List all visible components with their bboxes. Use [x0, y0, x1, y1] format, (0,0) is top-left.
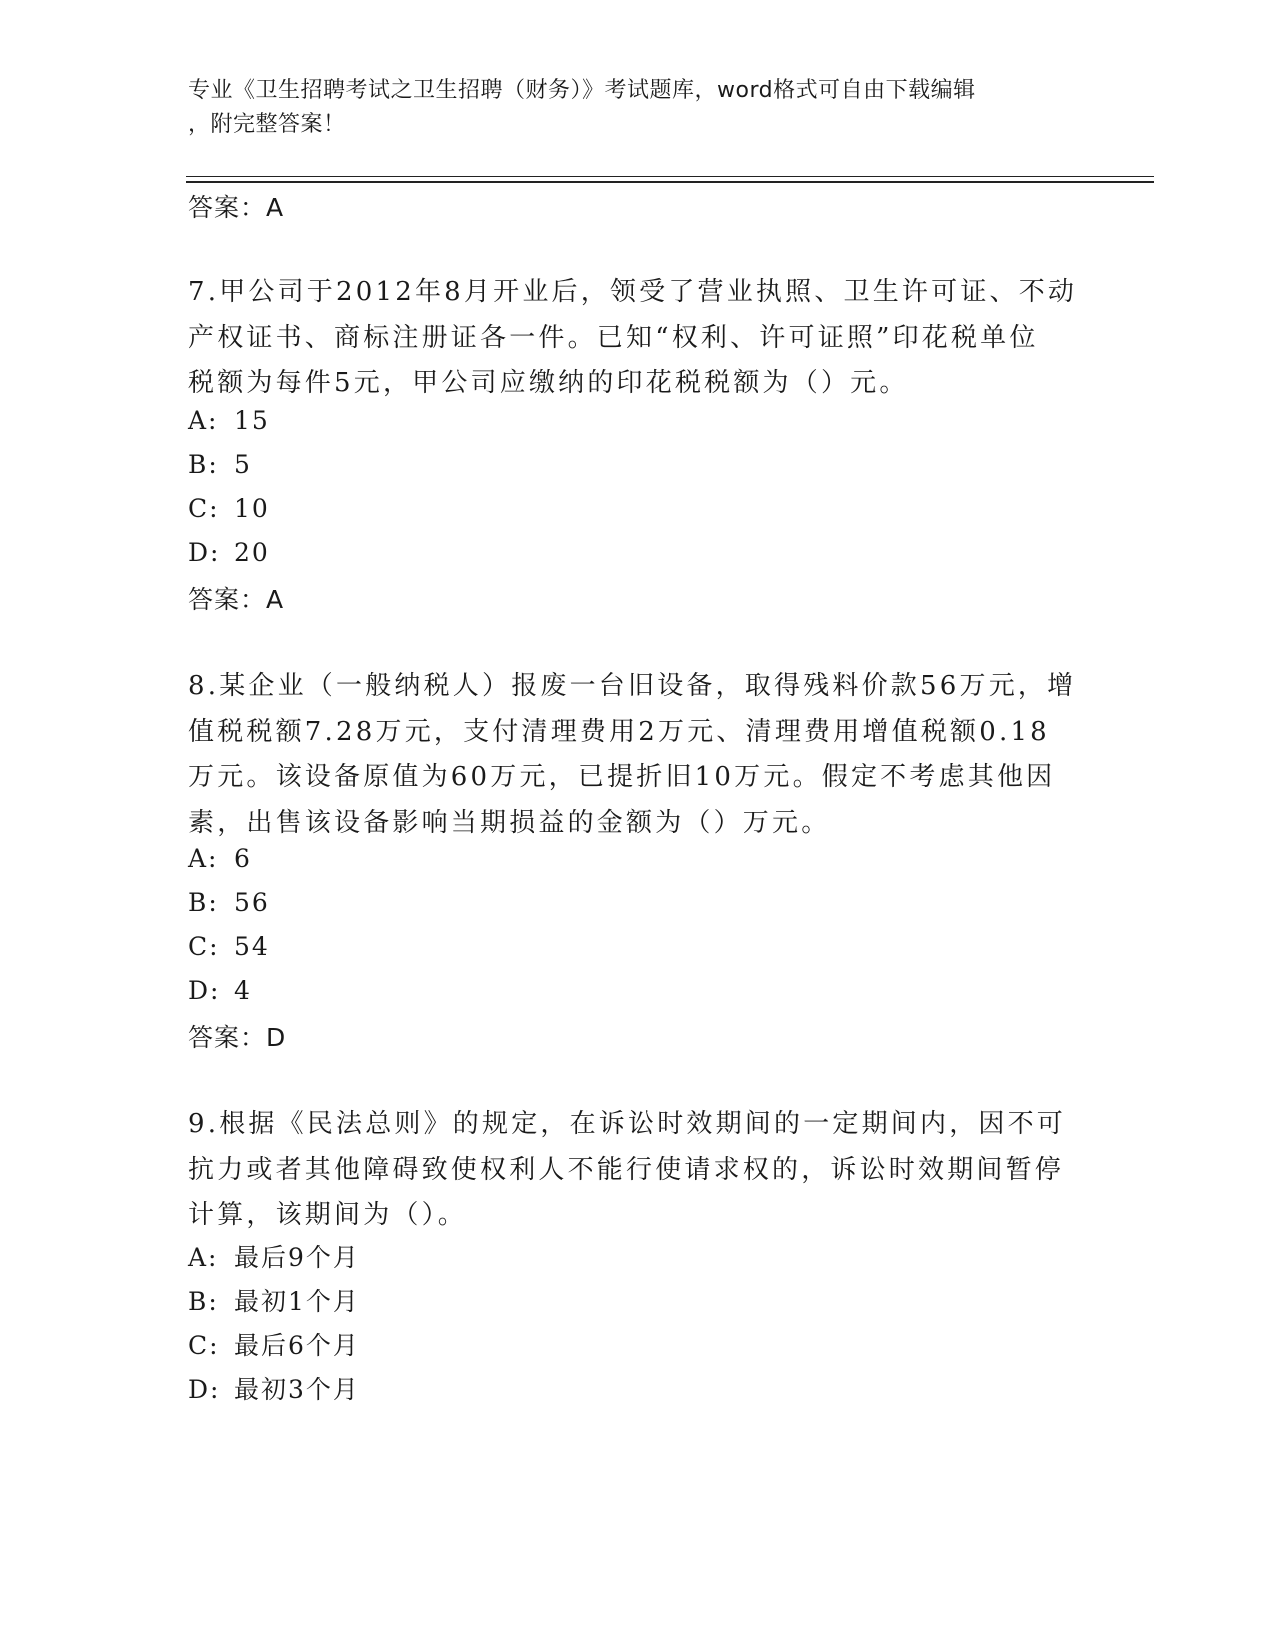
question-9-option-c — [188, 1326, 360, 1362]
question-9-option-d — [188, 1370, 360, 1406]
option-key: D: — [188, 976, 221, 1005]
option-key: D: — [188, 1375, 221, 1404]
option-text: 最后6个月 — [234, 1331, 360, 1360]
question-8-option-b — [188, 888, 270, 917]
option-text: 最初3个月 — [234, 1375, 360, 1404]
option-key: C: — [188, 494, 220, 523]
question-8-answer: 答案：D — [188, 1023, 287, 1052]
question-line: 素，出售该设备影响当期损益的金额为（）万元。 — [188, 807, 831, 838]
option-text: 56 — [234, 888, 270, 917]
question-line: 8.某企业（一般纳税人）报废一台旧设备，取得残料价款56万元，增 — [188, 671, 1077, 701]
question-8-option-a — [188, 844, 252, 873]
option-text: 54 — [234, 932, 270, 961]
question-8-option-c — [188, 932, 270, 961]
question-7-option-b — [188, 450, 252, 479]
header-rule-thin — [186, 176, 1154, 177]
question-8-stem — [188, 664, 1088, 846]
question-line: 抗力或者其他障碍致使权利人不能行使请求权的，诉讼时效期间暂停 — [188, 1154, 1065, 1185]
question-line: 万元。该设备原值为60万元，已提折旧10万元。假定不考虑其他因 — [188, 762, 1056, 792]
header-line-2: ，附完整答案！ — [188, 112, 346, 137]
question-7-option-c — [188, 494, 270, 523]
option-key: C: — [188, 1331, 220, 1360]
question-7-stem — [188, 270, 1088, 407]
option-text: 20 — [234, 538, 270, 567]
question-line: 产权证书、商标注册证各一件。已知“权利、许可证照”印花税单位 — [188, 322, 1039, 353]
header-rule-thick — [186, 181, 1154, 183]
option-key: A: — [188, 1243, 219, 1272]
header-line-1: 专业《卫生招聘考试之卫生招聘（财务）》考试题库，word格式可自由下载编辑 — [188, 78, 976, 103]
question-line: 7.甲公司于2012年8月开业后，领受了营业执照、卫生许可证、不动 — [188, 277, 1078, 307]
document-header — [188, 74, 1088, 142]
question-9-stem — [188, 1102, 1088, 1239]
question-line: 计算，该期间为（）。 — [188, 1200, 468, 1230]
option-key: D: — [188, 538, 221, 567]
question-9-option-a — [188, 1238, 360, 1274]
option-text: 5 — [234, 450, 252, 479]
previous-answer: 答案：A — [188, 193, 285, 222]
question-9-option-b — [188, 1282, 360, 1318]
option-key: A: — [188, 406, 219, 435]
question-line: 值税税额7.28万元，支付清理费用2万元、清理费用增值税额0.18 — [188, 716, 1050, 747]
option-text: 6 — [234, 844, 252, 873]
question-7-answer: 答案：A — [188, 585, 285, 614]
option-key: B: — [188, 888, 219, 917]
option-key: C: — [188, 932, 220, 961]
option-key: B: — [188, 450, 219, 479]
question-7-option-d — [188, 538, 270, 567]
question-line: 9.根据《民法总则》的规定，在诉讼时效期间的一定期间内，因不可 — [188, 1109, 1067, 1139]
question-8-option-d — [188, 976, 252, 1005]
option-text: 最后9个月 — [234, 1243, 360, 1272]
question-line: 税额为每件5元，甲公司应缴纳的印花税税额为（）元。 — [188, 368, 909, 398]
option-text: 4 — [234, 976, 252, 1005]
option-key: A: — [188, 844, 219, 873]
option-text: 15 — [234, 406, 270, 435]
question-7-option-a — [188, 406, 270, 435]
option-text: 10 — [234, 494, 270, 523]
option-text: 最初1个月 — [234, 1287, 360, 1316]
option-key: B: — [188, 1287, 219, 1316]
